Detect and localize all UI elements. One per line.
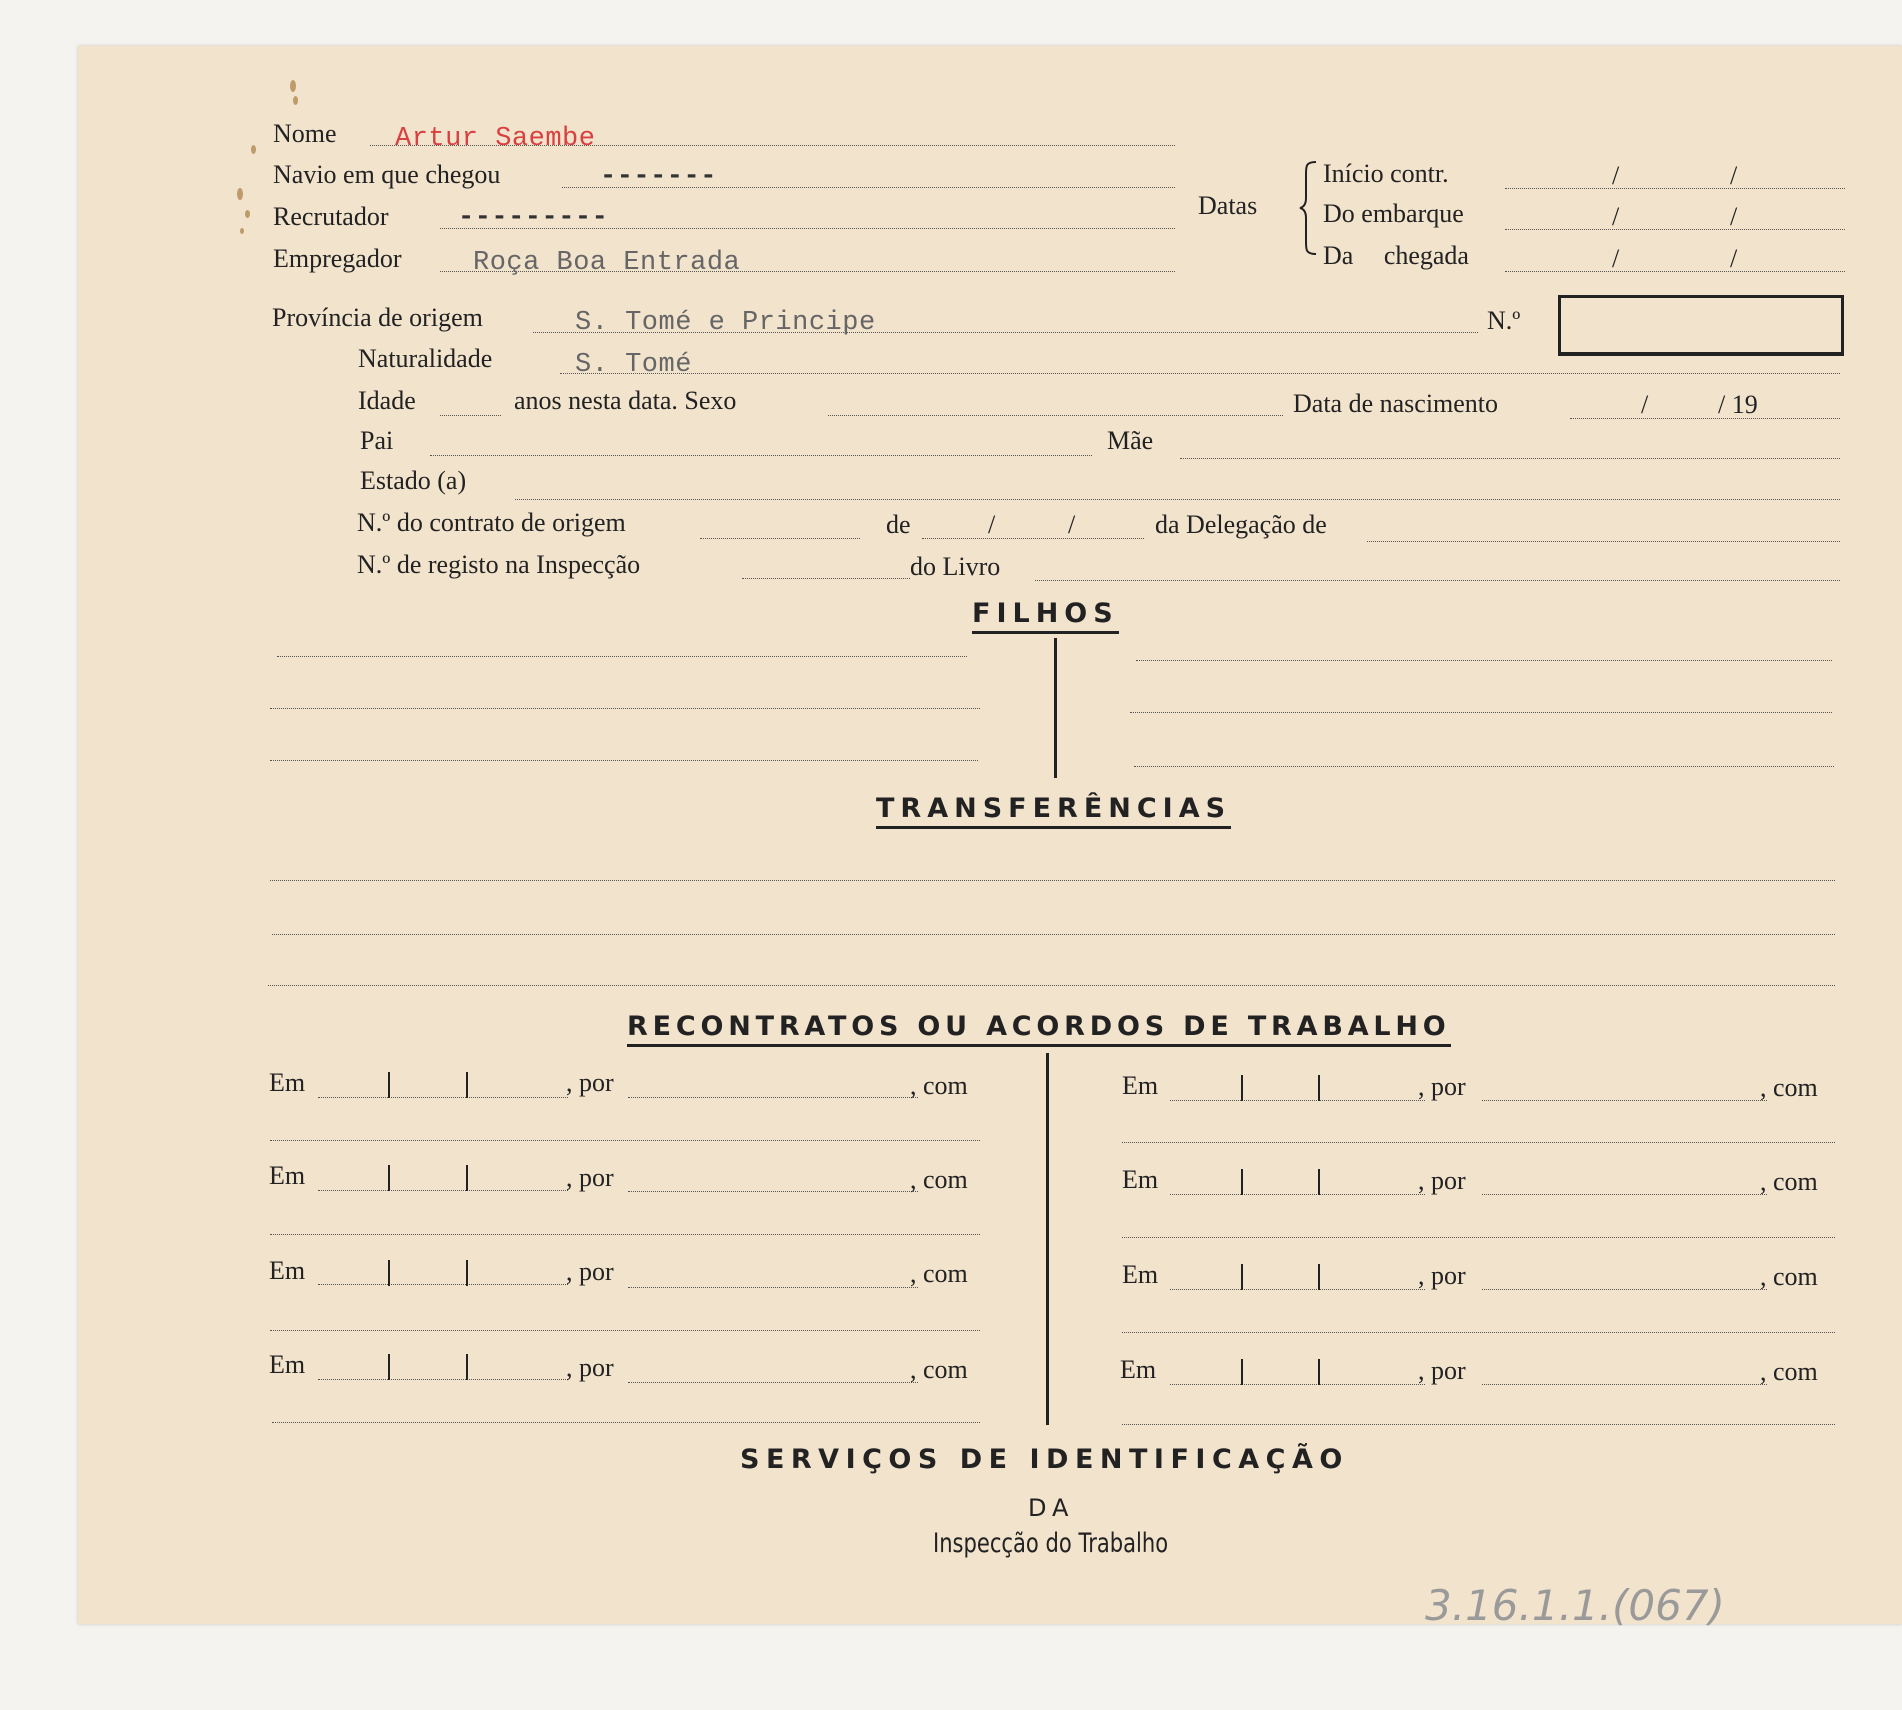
- navio-value: -------: [600, 162, 717, 192]
- filhos-heading: FILHOS: [972, 600, 1119, 634]
- date-separator: [1241, 1075, 1243, 1101]
- por-label: , por: [566, 1353, 614, 1382]
- com-label: , com: [910, 1165, 968, 1194]
- date-separator: [1318, 1169, 1320, 1195]
- pai-line: [430, 455, 1092, 456]
- em-label: Em: [1122, 1165, 1159, 1194]
- stain-mark: [237, 188, 243, 200]
- livro-line: [1035, 580, 1840, 581]
- provincia-value: S. Tomé e Principe: [575, 308, 876, 338]
- idade-line: [440, 415, 501, 416]
- com-label: , com: [910, 1071, 968, 1100]
- numero-label: N.º: [1487, 306, 1521, 335]
- em-label: Em: [269, 1161, 306, 1190]
- sexo-line: [828, 415, 1283, 416]
- date-separator: [466, 1072, 468, 1098]
- chegada-slash: /: [1730, 244, 1738, 273]
- contrato-date-line: [922, 538, 1144, 539]
- por-label: , por: [566, 1068, 614, 1097]
- record-card: [78, 46, 1902, 1624]
- nascimento-label: Data de nascimento: [1293, 389, 1499, 418]
- delegacao-line: [1367, 541, 1840, 542]
- stain-mark: [251, 145, 256, 154]
- empregador-value: Roça Boa Entrada: [473, 248, 741, 278]
- transferencias-line: [268, 985, 1835, 986]
- footer-inspeccao: Inspecção do Trabalho: [933, 1528, 1169, 1559]
- por-line: [1482, 1194, 1767, 1195]
- por-label: , por: [1418, 1072, 1466, 1101]
- date-separator: [1318, 1359, 1320, 1385]
- date-separator: [388, 1072, 390, 1098]
- archive-reference: 3.16.1.1.(067): [1425, 1581, 1725, 1630]
- com-label: , com: [910, 1355, 968, 1384]
- pai-label: Pai: [360, 426, 394, 455]
- em-label: Em: [269, 1256, 306, 1285]
- estado-line: [515, 499, 1840, 500]
- recrutador-label: Recrutador: [273, 202, 389, 231]
- embarque-label: Do embarque: [1323, 199, 1464, 228]
- recontrato-line: [1122, 1424, 1835, 1425]
- embarque-line: [1505, 229, 1845, 230]
- com-label: , com: [910, 1259, 968, 1288]
- recontrato-line: [270, 1330, 980, 1331]
- por-line: [628, 1097, 918, 1098]
- transferencias-line: [270, 880, 1835, 881]
- date-separator: [1241, 1359, 1243, 1385]
- estado-label: Estado (a): [360, 466, 467, 495]
- nome-value: Artur Saembe: [395, 124, 596, 154]
- por-label: , por: [1418, 1166, 1466, 1195]
- date-separator: [466, 1260, 468, 1286]
- filhos-line: [277, 656, 967, 657]
- transferencias-heading: TRANSFERÊNCIAS: [876, 795, 1231, 829]
- contrato-slash: /: [988, 510, 996, 539]
- date-separator: [466, 1354, 468, 1380]
- em-date-line: [1170, 1194, 1425, 1195]
- em-date-line: [1170, 1100, 1425, 1101]
- recontrato-line: [1122, 1237, 1835, 1238]
- em-date-line: [1170, 1289, 1425, 1290]
- livro-label: do Livro: [910, 552, 1001, 581]
- em-label: Em: [1122, 1071, 1159, 1100]
- registo-line: [742, 578, 910, 579]
- por-label: , por: [1418, 1261, 1466, 1290]
- recontrato-line: [270, 1234, 980, 1235]
- inicio-slash: /: [1612, 161, 1620, 190]
- recontrato-line: [270, 1140, 980, 1141]
- filhos-line: [1130, 712, 1832, 713]
- numero-box: [1558, 295, 1844, 356]
- por-label: , por: [566, 1163, 614, 1192]
- anos-sexo-label: anos nesta data. Sexo: [514, 386, 737, 415]
- por-line: [1482, 1384, 1767, 1385]
- nascimento-year: / 19: [1718, 390, 1758, 419]
- por-line: [628, 1287, 918, 1288]
- chegada-slash: /: [1612, 244, 1620, 273]
- filhos-line: [270, 708, 980, 709]
- recontratos-divider: [1046, 1053, 1049, 1425]
- filhos-line: [1136, 660, 1832, 661]
- nascimento-line: [1570, 418, 1840, 419]
- inicio-line: [1505, 188, 1845, 189]
- inicio-label: Início contr.: [1323, 159, 1449, 188]
- contrato-label: N.º do contrato de origem: [357, 508, 626, 537]
- com-label: , com: [1760, 1357, 1818, 1386]
- embarque-slash: /: [1730, 202, 1738, 231]
- em-date-line: [318, 1097, 568, 1098]
- com-label: , com: [1760, 1073, 1818, 1102]
- date-separator: [1318, 1075, 1320, 1101]
- chegada-line: [1505, 271, 1845, 272]
- date-separator: [466, 1165, 468, 1191]
- datas-bracket: [1298, 160, 1320, 256]
- datas-label: Datas: [1198, 191, 1258, 220]
- em-date-line: [318, 1190, 568, 1191]
- naturalidade-line: [560, 373, 1840, 374]
- por-label: , por: [1418, 1356, 1466, 1385]
- naturalidade-value: S. Tomé: [575, 350, 692, 380]
- navio-label: Navio em que chegou: [273, 160, 501, 189]
- recontrato-line: [1122, 1332, 1835, 1333]
- chegada-label: Da chegada: [1323, 241, 1469, 270]
- por-line: [628, 1382, 918, 1383]
- contrato-slash: /: [1068, 510, 1076, 539]
- footer-da: DA: [1028, 1494, 1075, 1522]
- inicio-slash: /: [1730, 161, 1738, 190]
- provincia-label: Província de origem: [272, 303, 483, 332]
- empregador-label: Empregador: [273, 244, 402, 273]
- date-separator: [1241, 1169, 1243, 1195]
- recrutador-value: ---------: [458, 203, 609, 233]
- date-separator: [1318, 1264, 1320, 1290]
- idade-label: Idade: [358, 386, 416, 415]
- contrato-de-label: de: [886, 510, 911, 539]
- date-separator: [388, 1260, 390, 1286]
- com-label: , com: [1760, 1262, 1818, 1291]
- filhos-line: [1134, 766, 1834, 767]
- mae-line: [1180, 458, 1840, 459]
- stain-mark: [245, 210, 250, 218]
- date-separator: [1241, 1264, 1243, 1290]
- em-date-line: [318, 1379, 568, 1380]
- em-label: Em: [269, 1068, 306, 1097]
- nome-label: Nome: [273, 119, 337, 148]
- recontrato-line: [272, 1422, 980, 1423]
- nascimento-slash: /: [1641, 390, 1649, 419]
- por-line: [1482, 1289, 1767, 1290]
- contrato-line: [700, 538, 860, 539]
- recontratos-heading: RECONTRATOS OU ACORDOS DE TRABALHO: [627, 1013, 1451, 1047]
- filhos-line: [270, 760, 978, 761]
- por-line: [628, 1191, 918, 1192]
- registo-label: N.º de registo na Inspecção: [357, 550, 641, 579]
- recontrato-line: [1122, 1142, 1835, 1143]
- em-date-line: [318, 1284, 568, 1285]
- stain-mark: [290, 80, 296, 92]
- stain-mark: [293, 96, 298, 105]
- embarque-slash: /: [1612, 202, 1620, 231]
- em-label: Em: [1120, 1355, 1157, 1384]
- em-date-line: [1170, 1384, 1425, 1385]
- stain-mark: [240, 228, 244, 234]
- por-label: , por: [566, 1257, 614, 1286]
- transferencias-line: [272, 934, 1835, 935]
- em-label: Em: [269, 1350, 306, 1379]
- em-label: Em: [1122, 1260, 1159, 1289]
- footer-title: SERVIÇOS DE IDENTIFICAÇÃO: [740, 1444, 1349, 1475]
- mae-label: Mãe: [1107, 426, 1154, 455]
- naturalidade-label: Naturalidade: [358, 344, 493, 373]
- date-separator: [388, 1354, 390, 1380]
- delegacao-label: da Delegação de: [1155, 510, 1327, 539]
- por-line: [1482, 1100, 1767, 1101]
- com-label: , com: [1760, 1167, 1818, 1196]
- date-separator: [388, 1165, 390, 1191]
- filhos-divider: [1054, 638, 1057, 778]
